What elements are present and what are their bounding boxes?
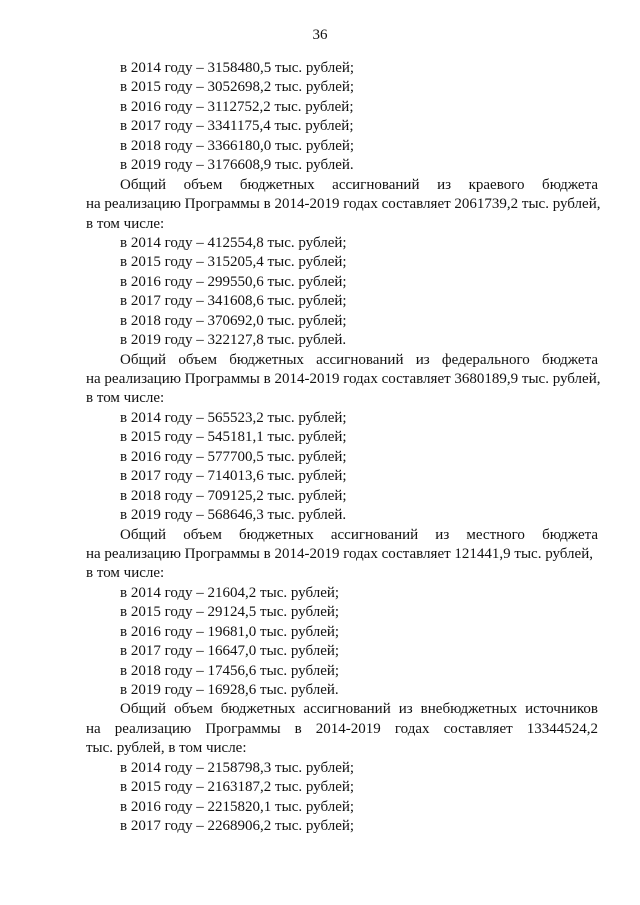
list-item: в 2015 году – 315205,4 тыс. рублей; — [120, 254, 347, 271]
list-item: в 2016 году – 19681,0 тыс. рублей; — [120, 623, 340, 640]
list-item: в 2014 году – 3158480,5 тыс. рублей; — [120, 60, 355, 76]
list-item: в 2014 году – 412554,8 тыс. рублей; — [120, 234, 347, 251]
list-item: в 2015 году – 3052698,2 тыс. рублей; — [120, 79, 355, 96]
list-item: в 2018 году – 17456,6 тыс. рублей; — [120, 662, 340, 679]
page-number: 36 — [312, 27, 328, 43]
list-item: в 2015 году – 545181,1 тыс. рублей; — [120, 429, 347, 446]
list-item: в 2017 году – 3341175,4 тыс. рублей; — [120, 118, 354, 135]
paragraph-line: в том числе: — [86, 215, 165, 232]
list-item: в 2016 году – 577700,5 тыс. рублей; — [120, 448, 347, 465]
list-item: в 2018 году – 3366180,0 тыс. рублей; — [120, 137, 355, 154]
paragraph-line: Общий объем бюджетных ассигнований из внебюджетных источников — [120, 701, 598, 718]
list-item: в 2017 году – 714013,6 тыс. рублей; — [120, 468, 347, 485]
paragraph-line: Общий объем бюджетных ассигнований из местного бюджета — [120, 526, 598, 543]
list-item: в 2015 году – 2163187,2 тыс. рублей; — [120, 779, 355, 796]
paragraph-line: Общий объем бюджетных ассигнований из краевого бюджета — [120, 176, 598, 193]
list-item: в 2019 году – 16928,6 тыс. рублей. — [120, 682, 339, 698]
paragraph-line: в том числе: — [86, 390, 165, 407]
list-item: в 2014 году – 565523,2 тыс. рублей; — [120, 409, 347, 426]
list-item: в 2019 году – 322127,8 тыс. рублей. — [120, 332, 347, 349]
list-item: в 2017 году – 2268906,2 тыс. рублей; — [120, 818, 355, 835]
list-item: в 2015 году – 29124,5 тыс. рублей; — [120, 604, 340, 621]
list-item: в 2016 году – 3112752,2 тыс. рублей; — [120, 98, 354, 115]
list-item: в 2016 году – 2215820,1 тыс. рублей; — [120, 798, 355, 815]
list-item: в 2014 году – 2158798,3 тыс. рублей; — [120, 759, 355, 776]
document-body — [86, 59, 601, 837]
paragraph-line: на реализацию Программы в 2014-2019 годах составляет 13344524,2 — [86, 720, 598, 737]
list-item: в 2014 году – 21604,2 тыс. рублей; — [120, 584, 340, 601]
paragraph-line: на реализацию Программы в 2014-2019 годах составляет 121441,9 тыс. рублей, — [86, 545, 593, 562]
list-item: в 2019 году – 568646,3 тыс. рублей. — [120, 507, 347, 524]
list-item: в 2018 году – 709125,2 тыс. рублей; — [120, 487, 347, 504]
list-item: в 2017 году – 341608,6 тыс. рублей; — [120, 293, 347, 310]
list-item: в 2019 году – 3176608,9 тыс. рублей. — [120, 157, 354, 174]
list-item: в 2017 году – 16647,0 тыс. рублей; — [120, 643, 340, 660]
paragraph-line: на реализацию Программы в 2014-2019 годах составляет 2061739,2 тыс. рублей, — [86, 196, 601, 213]
paragraph-line: в том числе: — [86, 565, 165, 582]
paragraph-line: Общий объем бюджетных ассигнований из федерального бюджета — [120, 351, 598, 368]
paragraph-line: на реализацию Программы в 2014-2019 годах составляет 3680189,9 тыс. рублей, — [86, 371, 601, 387]
paragraph-line: тыс. рублей, в том числе: — [86, 740, 247, 757]
list-item: в 2016 году – 299550,6 тыс. рублей; — [120, 273, 347, 290]
list-item: в 2018 году – 370692,0 тыс. рублей; — [120, 312, 347, 329]
